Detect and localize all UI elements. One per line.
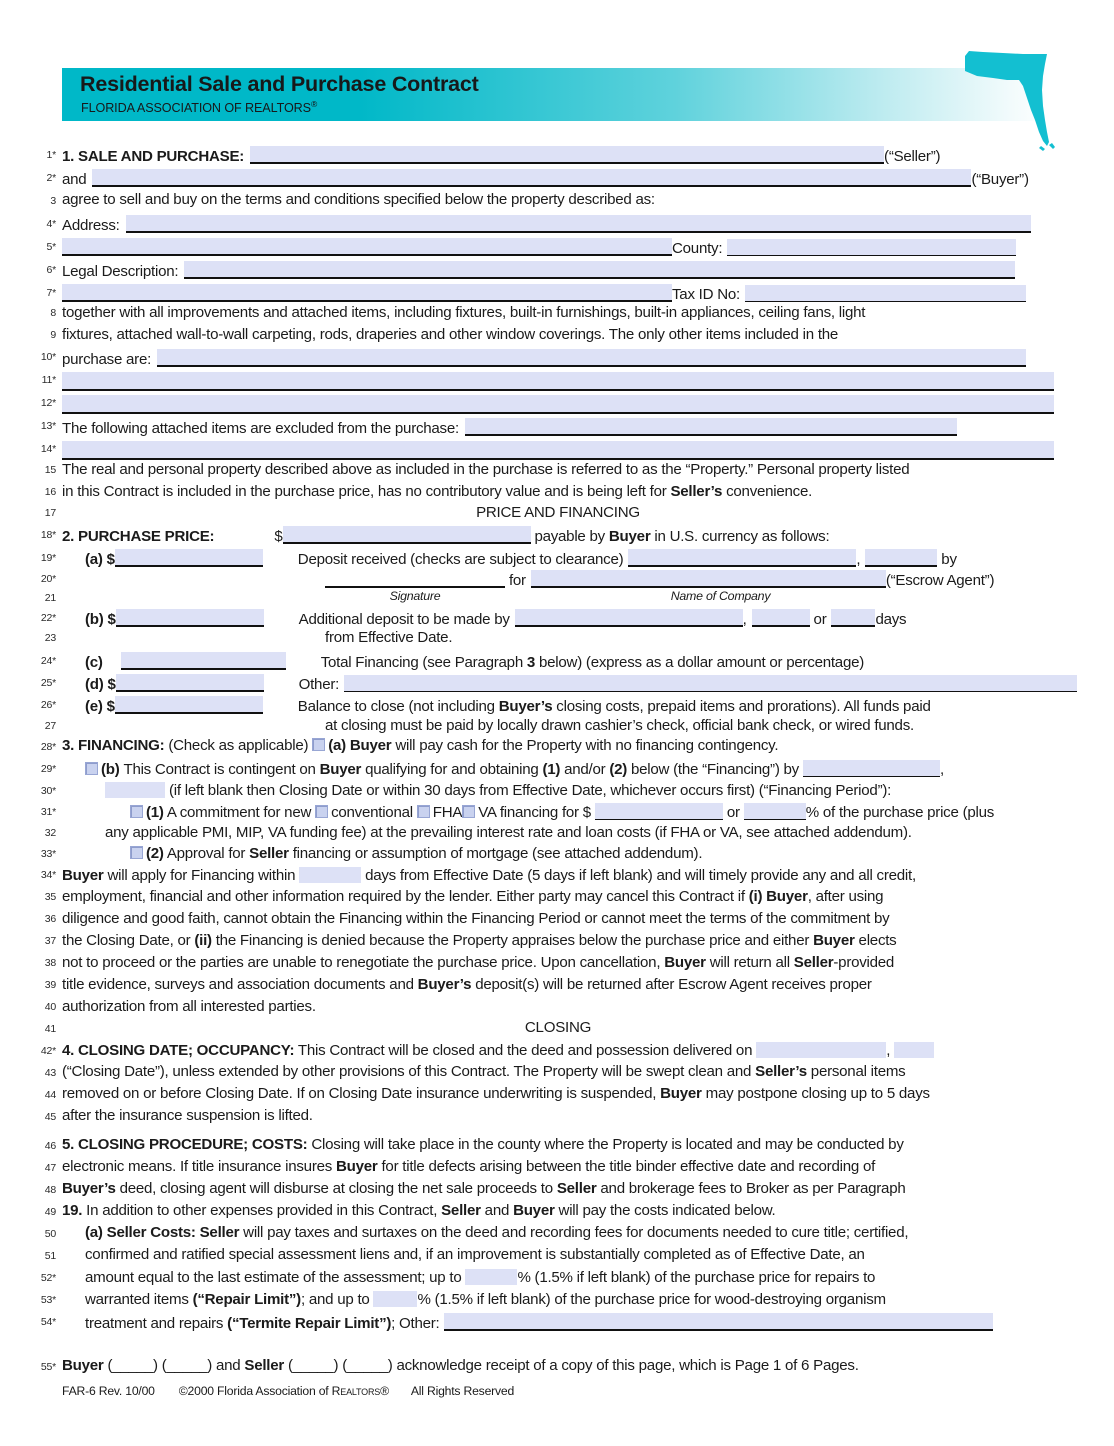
purchase-are-label: purchase are: <box>62 351 152 368</box>
checkbox-conventional[interactable] <box>315 805 328 818</box>
line27-text: at closing must be paid by locally drawn cashier’s check, official bank check, or wired funds. <box>325 717 914 734</box>
address-row <box>62 215 1054 233</box>
line54-text-a: treatment and repairs <box>85 1315 228 1332</box>
line-number: 30* <box>40 785 56 797</box>
line-number: 49 <box>44 1206 56 1218</box>
checkbox-fha[interactable] <box>417 805 430 818</box>
line43-sellers: Seller’s <box>755 1063 807 1080</box>
line-number: 40 <box>44 1001 56 1013</box>
line37-ii: (ii) <box>194 932 212 949</box>
e-buyers: Buyer’s <box>498 698 553 715</box>
section5-heading: 5. CLOSING PROCEDURE; COSTS: <box>62 1136 308 1153</box>
item-e-label: (e) $ <box>85 698 115 715</box>
line43-row <box>62 1064 1054 1079</box>
line35-text-c: , after using <box>807 888 884 905</box>
excluded-items-field-2[interactable] <box>62 441 1054 460</box>
3b-two: (2) <box>609 761 628 778</box>
line52-row <box>85 1269 1054 1285</box>
section1-heading-row <box>62 146 1054 164</box>
line49-seller: Seller <box>441 1202 481 1219</box>
line-number: 10* <box>40 351 56 363</box>
line34-row <box>62 867 1054 883</box>
closing-heading: CLOSING <box>524 1019 592 1036</box>
financing-2-row <box>130 846 1054 861</box>
included-items-row <box>62 349 1054 367</box>
line-number: 18* <box>40 529 56 541</box>
two-text-b: financing or assumption of mortgage (see attached addendum). <box>288 845 703 862</box>
termite-limit-percent-field[interactable] <box>373 1291 417 1307</box>
line34-buyer: Buyer <box>62 867 104 884</box>
line-number: 41 <box>44 1023 56 1035</box>
two-seller: Seller <box>249 845 289 862</box>
line15-text: The real and personal property described above as included in the purchase is referred to as the “Property.” Personal property listed <box>62 461 910 478</box>
e-text-a: Balance to close (not including <box>297 698 499 715</box>
3a-buyer: Buyer <box>349 737 392 754</box>
conventional-label: conventional <box>331 804 417 821</box>
line-number: 33* <box>40 848 56 860</box>
financing-period-field[interactable] <box>105 782 165 798</box>
section3-heading: 3. FINANCING: <box>62 737 165 754</box>
line-number: 12* <box>40 397 56 409</box>
line-number: 35 <box>44 891 56 903</box>
line54-text-c: ; Other: <box>391 1315 440 1332</box>
line53-text-d: % (1.5% if left blank) of the purchase price for wood-destroying organism <box>417 1291 886 1308</box>
signature-row <box>325 570 1054 588</box>
total-financing-field[interactable] <box>121 652 286 670</box>
buyer-name-field[interactable] <box>92 169 971 187</box>
line48-text-d: and brokerage fees to Broker as per Paragraph <box>596 1180 906 1197</box>
line-number: 55* <box>40 1361 56 1373</box>
ack-buyer-label: Buyer <box>62 1357 104 1374</box>
address-field[interactable] <box>126 215 1031 233</box>
line38-text-c: will return all <box>705 954 794 971</box>
line35-i-buyer: (i) Buyer <box>748 888 808 905</box>
line37-row <box>62 933 1054 948</box>
purchase-price-field[interactable] <box>283 526 531 544</box>
line38-text-e: -provided <box>833 954 895 971</box>
financing-amount-field[interactable] <box>595 803 723 820</box>
balance-e-row <box>85 696 1054 714</box>
line53-text-a: warranted items <box>85 1291 193 1308</box>
3b-one: (1) <box>542 761 561 778</box>
c-text-c: below) (express as a dollar amount or percentage) <box>535 654 865 671</box>
line-number: 45 <box>44 1111 56 1123</box>
financing-apply-days-field[interactable] <box>299 867 361 883</box>
repair-limit-percent-field[interactable] <box>465 1269 517 1285</box>
line3-text: agree to sell and buy on the terms and conditions specified below the property described as: <box>62 191 655 208</box>
line9-text: fixtures, attached wall-to-wall carpeting, rods, draperies and other window coverings. The only other items included in the <box>62 326 839 343</box>
realtors-mark: Realtors <box>331 1384 381 1398</box>
line38-buyer: Buyer <box>664 954 706 971</box>
ack-paren: ) <box>333 1357 339 1374</box>
line45-text: after the insurance suspension is lifted. <box>62 1107 313 1124</box>
item-c-label: (c) <box>85 654 103 671</box>
line-number: 50 <box>44 1228 56 1240</box>
line53-text-c: ; and up to <box>300 1291 374 1308</box>
item-d-label: (d) $ <box>85 676 116 693</box>
line-number: 36 <box>44 913 56 925</box>
deposit-date-field[interactable] <box>628 549 856 567</box>
line54-row <box>85 1313 1054 1331</box>
line47-text-c: for title defects arising between the title binder effective date and recording of <box>377 1158 876 1175</box>
line46-text: Closing will take place in the county where the Property is located and may be conducted by <box>307 1136 904 1153</box>
line16-text <box>62 484 1054 499</box>
included-items-field-3[interactable] <box>62 395 1054 414</box>
line8-text: together with all improvements and attached items, including fixtures, built-in furnishings, built-in appliances, ceiling fans, light <box>62 304 866 321</box>
line50-row <box>85 1225 1054 1240</box>
line43-text-c: personal items <box>806 1063 906 1080</box>
line-number: 5* <box>46 241 56 253</box>
checkbox-seller-financing[interactable] <box>130 846 143 859</box>
ack-paren: ( <box>287 1357 293 1374</box>
line-number: 52* <box>40 1272 56 1284</box>
line16-sellers: Seller’s <box>670 483 723 500</box>
line35-row <box>62 889 1054 904</box>
line-number: 46 <box>44 1140 56 1152</box>
payable-by-label: payable by <box>530 528 609 545</box>
3b-text-b: qualifying for and obtaining <box>361 761 543 778</box>
taxid-row <box>62 284 1054 302</box>
line50-text-b: will pay taxes and surtaxes on the deed and recording fees for documents needed to cure title; certified, <box>239 1224 909 1241</box>
additional-deposit-date-field[interactable] <box>515 609 743 627</box>
b-or-label: or <box>813 611 827 628</box>
c-text-a: Total Financing (see Paragraph <box>320 654 527 671</box>
ack-paren: ) <box>207 1357 213 1374</box>
line47-row <box>62 1159 1054 1174</box>
section4-text: This Contract will be closed and the deed and possession delivered on <box>294 1042 753 1059</box>
item-3a-label: (a) <box>328 737 350 754</box>
line-number: 19* <box>40 552 56 564</box>
line36-text: diligence and good faith, cannot obtain the Financing within the Financing Period or cannot meet the terms of the commitment by <box>62 910 890 927</box>
line-number: 43 <box>44 1067 56 1079</box>
line39-text-c: deposit(s) will be returned after Escrow Agent receives proper <box>471 976 872 993</box>
ack-paren: ( <box>107 1357 113 1374</box>
line-number: 21 <box>44 592 56 604</box>
line49-buyer: Buyer <box>513 1202 555 1219</box>
fha-label: FHA <box>432 804 463 821</box>
line53-row <box>85 1291 1054 1307</box>
line-number: 2* <box>46 172 56 184</box>
additional-deposit-alt-field[interactable] <box>752 609 810 627</box>
closing-date-field[interactable] <box>756 1042 886 1058</box>
line38-text-a: not to proceed or the parties are unable to renegotiate the purchase price. Upon cancellation, <box>62 954 665 971</box>
excluded-items-row <box>62 418 1054 436</box>
field-captions-row <box>325 588 1054 603</box>
section5-row <box>62 1137 1054 1152</box>
one-or-label: or <box>726 804 740 821</box>
line23-text: from Effective Date. <box>325 629 453 646</box>
line43-text-a: (“Closing Date”), unless extended by other provisions of this Contract. The Property will be swept clean and <box>62 1063 756 1080</box>
line-number: 37 <box>44 935 56 947</box>
section4-row: 4. CLOSING DATE; OCCUPANCY: This Contract will be closed and the deed and possession delivered on , <box>62 1042 1054 1058</box>
and-label: and <box>62 171 87 188</box>
line35-text-a: employment, financial and other information required by the lender. Either party may cancel this Contract if <box>62 888 749 905</box>
section3b-row: (b) This Contract is contingent on Buyer qualifying for and obtaining (1) and/or (2) below (the “Financing”) by , <box>85 760 1054 777</box>
deposit-a-text: Deposit received (checks are subject to clearance) <box>297 551 624 568</box>
line-number: 3 <box>50 195 56 207</box>
line-number: 20* <box>40 573 56 585</box>
address-label: Address: <box>62 217 120 234</box>
escrow-company-field[interactable] <box>531 570 886 588</box>
line-number: 14* <box>40 443 56 455</box>
line48-buyers: Buyer’s <box>62 1180 116 1197</box>
ack-paren: ( <box>161 1357 167 1374</box>
excluded-items-label: The following attached items are excluded from the purchase: <box>62 420 459 437</box>
line39-text-a: title evidence, surveys and association documents and <box>62 976 418 993</box>
ack-paren: ) <box>153 1357 158 1374</box>
tax-id-field[interactable] <box>745 285 1026 302</box>
footer-row <box>62 1384 514 1398</box>
buyer-row <box>62 169 1054 187</box>
deposit-amount2-field[interactable] <box>865 549 937 567</box>
line-number: 17 <box>44 507 56 519</box>
deposit-b-amount-field[interactable] <box>116 609 264 627</box>
seller-initial-1[interactable]: _____ <box>292 1357 334 1374</box>
buyer-tag: (“Buyer”) <box>971 171 1029 188</box>
line44-buyer: Buyer <box>660 1085 702 1102</box>
ack-paren: ( <box>342 1357 347 1374</box>
line34-text-c: days from Effective Date (5 days if left blank) and will timely provide any and all credit, <box>361 867 916 884</box>
line37-buyer: Buyer <box>813 932 855 949</box>
section4-heading: 4. CLOSING DATE; OCCUPANCY: <box>62 1042 295 1059</box>
line49-and: and <box>480 1202 514 1219</box>
line-number: 15 <box>44 464 56 476</box>
3b-text-d: below (the “Financing”) by <box>627 761 803 778</box>
line32-text: any applicable PMI, MIP, VA funding fee) at the prevailing interest rate and loan costs (if FHA or VA, see attached addendum). <box>105 824 912 841</box>
other-d-description-field[interactable] <box>344 675 1077 692</box>
line37-text-c: the Financing is denied because the Property appraises below the purchase price and either <box>211 932 814 949</box>
3b-buyer: Buyer <box>319 761 362 778</box>
other-label: Other: <box>298 676 340 693</box>
line-number: 11* <box>41 374 56 386</box>
item-1-label: (1) <box>146 804 164 821</box>
line51-text: confirmed and ratified special assessment liens and, if an improvement is substantially completed as of Effective Date, an <box>85 1246 865 1263</box>
line49-para-ref: 19. <box>62 1202 83 1219</box>
line52-text-a: amount equal to the last estimate of the assessment; up to <box>85 1269 466 1286</box>
line44-text-c: may postpone closing up to 5 days <box>701 1085 930 1102</box>
line-number: 26* <box>40 699 56 711</box>
line-number: 27 <box>44 720 56 732</box>
seller-name-field[interactable] <box>250 146 884 164</box>
legal-description-label: Legal Description: <box>62 263 179 280</box>
escrow-agent-tag: (“Escrow Agent”) <box>885 572 995 589</box>
included-items-field-1[interactable] <box>157 349 1026 367</box>
page-title: Residential Sale and Purchase Contract <box>80 72 479 96</box>
3b-text-c: and/or <box>560 761 610 778</box>
legal-description-field[interactable] <box>184 261 1015 279</box>
line-number: 48 <box>44 1184 56 1196</box>
legal-description-line2-field[interactable] <box>62 284 672 302</box>
dollar-sign: $ <box>274 528 283 545</box>
line48-row <box>62 1181 1054 1196</box>
buyer-initial-1[interactable]: _____ <box>112 1357 154 1374</box>
line47-text-a: electronic means. If title insurance insures <box>62 1158 336 1175</box>
line-number: 29* <box>40 763 56 775</box>
line-number: 1* <box>46 149 56 161</box>
termite-repair-limit-term: (“Termite Repair Limit”) <box>227 1315 392 1332</box>
ack-and: and <box>212 1357 245 1374</box>
item-2-label: (2) <box>146 845 164 862</box>
seller-initial-2[interactable]: _____ <box>346 1357 388 1374</box>
county-row <box>62 238 1054 256</box>
section2-heading: 2. PURCHASE PRICE: <box>62 528 215 545</box>
seller-tag: (“Seller”) <box>884 148 941 165</box>
line-number: 51 <box>44 1250 56 1262</box>
line-number: 13* <box>40 420 56 432</box>
line44-row <box>62 1086 1054 1101</box>
line44-text-a: removed on or before Closing Date. If on Closing Date insurance underwriting is suspended, <box>62 1085 661 1102</box>
florida-state-map-icon <box>963 46 1055 151</box>
e-text-c: closing costs, prepaid items and prorations). All funds paid <box>552 698 931 715</box>
line-number: 25* <box>40 677 56 689</box>
line30-text: (if left blank then Closing Date or within 30 days from Effective Date, whichever occurs first) (“Financing Period”): <box>168 782 892 799</box>
balance-to-close-field[interactable] <box>115 696 263 714</box>
tax-id-label: Tax ID No: <box>672 286 740 303</box>
line49-row <box>62 1203 1054 1218</box>
buyer-initial-2[interactable]: _____ <box>166 1357 208 1374</box>
line30-row <box>105 782 1054 798</box>
3b-text-a: This Contract is contingent on <box>123 761 320 778</box>
line49-text-f: will pay the costs indicated below. <box>554 1202 776 1219</box>
acknowledgement-row <box>62 1358 1054 1373</box>
line49-text-b: In addition to other expenses provided in this Contract, <box>82 1202 442 1219</box>
line16-part-a: in this Contract is included in the purchase price, has no contributory value and is being left for <box>62 483 671 500</box>
item-b-label: (b) $ <box>85 611 116 628</box>
seller-costs-other-field[interactable] <box>444 1313 993 1331</box>
line38-row <box>62 955 1054 970</box>
c-paragraph-ref: 3 <box>526 654 536 671</box>
buyer-word: Buyer <box>608 528 651 545</box>
company-caption: Name of Company <box>670 589 771 603</box>
financing-by-date-field[interactable] <box>803 760 940 777</box>
financing-c-row <box>85 652 1054 670</box>
line52-text-b: % (1.5% if left blank) of the purchase price for repairs to <box>517 1269 876 1286</box>
form-id: FAR-6 Rev. 10/00 <box>62 1384 155 1398</box>
checkbox-cash-financing[interactable] <box>312 738 325 751</box>
association-name: FLORIDA ASSOCIATION OF REALTORS <box>81 101 311 116</box>
section1-heading: 1. SALE AND PURCHASE: <box>62 148 245 165</box>
financing-1-row <box>130 803 1054 820</box>
line39-row <box>62 977 1054 992</box>
financing-percent-field[interactable] <box>744 803 806 820</box>
line-number: 16 <box>44 486 56 498</box>
line-number: 53* <box>40 1294 56 1306</box>
line-number: 42* <box>40 1045 56 1057</box>
other-d-row <box>85 674 1054 692</box>
line-number: 22* <box>40 612 56 624</box>
line34-text-b: will apply for Financing within <box>103 867 300 884</box>
for-label: for <box>508 572 526 589</box>
line-number: 28* <box>40 741 56 753</box>
deposit-by-label: by <box>941 551 957 568</box>
county-field[interactable] <box>727 239 1016 256</box>
line-number: 4* <box>46 218 56 230</box>
deposit-b-row: (b) $ Additional deposit to be made by , or days <box>85 611 907 628</box>
price-financing-heading: PRICE AND FINANCING <box>476 504 640 521</box>
association-subtitle <box>81 99 781 115</box>
closing-year-field[interactable] <box>894 1042 934 1058</box>
line-number: 32 <box>44 827 56 839</box>
additional-deposit-days-field[interactable] <box>831 609 875 627</box>
line39-buyers: Buyer’s <box>417 976 472 993</box>
line-number: 39 <box>44 979 56 991</box>
deposit-b-text: Additional deposit to be made by <box>298 611 510 628</box>
excluded-items-field-1[interactable] <box>465 418 957 436</box>
signature-field[interactable] <box>325 570 505 588</box>
realtors-registered: ® <box>380 1384 389 1398</box>
signature-caption: Signature <box>389 589 441 603</box>
b-days-label: days <box>875 611 907 628</box>
county-label: County: <box>672 240 723 257</box>
checkbox-contingent-financing[interactable] <box>85 762 98 775</box>
line-number: 9 <box>50 329 56 341</box>
legal-desc-row <box>62 261 1054 279</box>
line37-text-e: elects <box>854 932 897 949</box>
repair-limit-term: (“Repair Limit”) <box>192 1291 301 1308</box>
line16-part-c: convenience. <box>722 483 813 500</box>
address-line2-field[interactable] <box>62 238 672 256</box>
line-number: 24* <box>40 655 56 667</box>
two-text-a: Approval for <box>163 845 250 862</box>
3a-text: will pay cash for the Property with no financing contingency. <box>391 737 779 754</box>
ack-paren: ) <box>387 1357 393 1374</box>
va-label: VA financing for $ <box>478 804 591 821</box>
registered-mark: ® <box>310 99 318 109</box>
checkbox-va[interactable] <box>462 805 475 818</box>
section3-heading-row <box>62 738 1054 753</box>
copyright-text: ©2000 Florida Association of <box>178 1384 332 1398</box>
line-number: 54* <box>40 1316 56 1328</box>
checkbox-new-commitment[interactable] <box>130 805 143 818</box>
line-number: 6* <box>46 264 56 276</box>
line48-seller: Seller <box>556 1180 597 1197</box>
line37-text-a: the Closing Date, or <box>62 932 195 949</box>
deposit-a-amount-field[interactable] <box>115 549 263 567</box>
item-a-label: (a) $ <box>85 551 115 568</box>
rights-text: All Rights Reserved <box>410 1384 515 1398</box>
ack-seller-label: Seller <box>244 1357 284 1374</box>
line-number: 23 <box>44 632 56 644</box>
line48-text-b: deed, closing agent will disburse at closing the net sale proceeds to <box>115 1180 557 1197</box>
one-percent-text: % of the purchase price (plus <box>805 804 995 821</box>
line-number: 31* <box>40 806 56 818</box>
included-items-field-2[interactable] <box>62 372 1054 391</box>
line-number: 7* <box>46 287 56 299</box>
line-number: 38 <box>44 957 56 969</box>
line-number: 44 <box>44 1089 56 1101</box>
seller-costs-label: (a) Seller Costs: Seller <box>85 1224 240 1241</box>
purchase-price-row <box>62 526 1054 544</box>
item-3b-label: (b) <box>101 761 124 778</box>
line47-buyer: Buyer <box>335 1158 378 1175</box>
ack-text: acknowledge receipt of a copy of this page, which is Page 1 of 6 Pages. <box>392 1357 859 1374</box>
currency-label: in U.S. currency as follows: <box>650 528 830 545</box>
deposit-a-row: (a) $ Deposit received (checks are subject to clearance) , by <box>85 551 957 568</box>
line-number: 34* <box>40 869 56 881</box>
line40-text: authorization from all interested parties. <box>62 998 316 1015</box>
other-d-amount-field[interactable] <box>116 674 264 692</box>
line38-seller: Seller <box>793 954 834 971</box>
line-number: 8 <box>50 307 56 319</box>
one-text-a: A commitment for new <box>163 804 316 821</box>
check-applicable-label: (Check as applicable) <box>164 737 313 754</box>
line-number: 47 <box>44 1162 56 1174</box>
